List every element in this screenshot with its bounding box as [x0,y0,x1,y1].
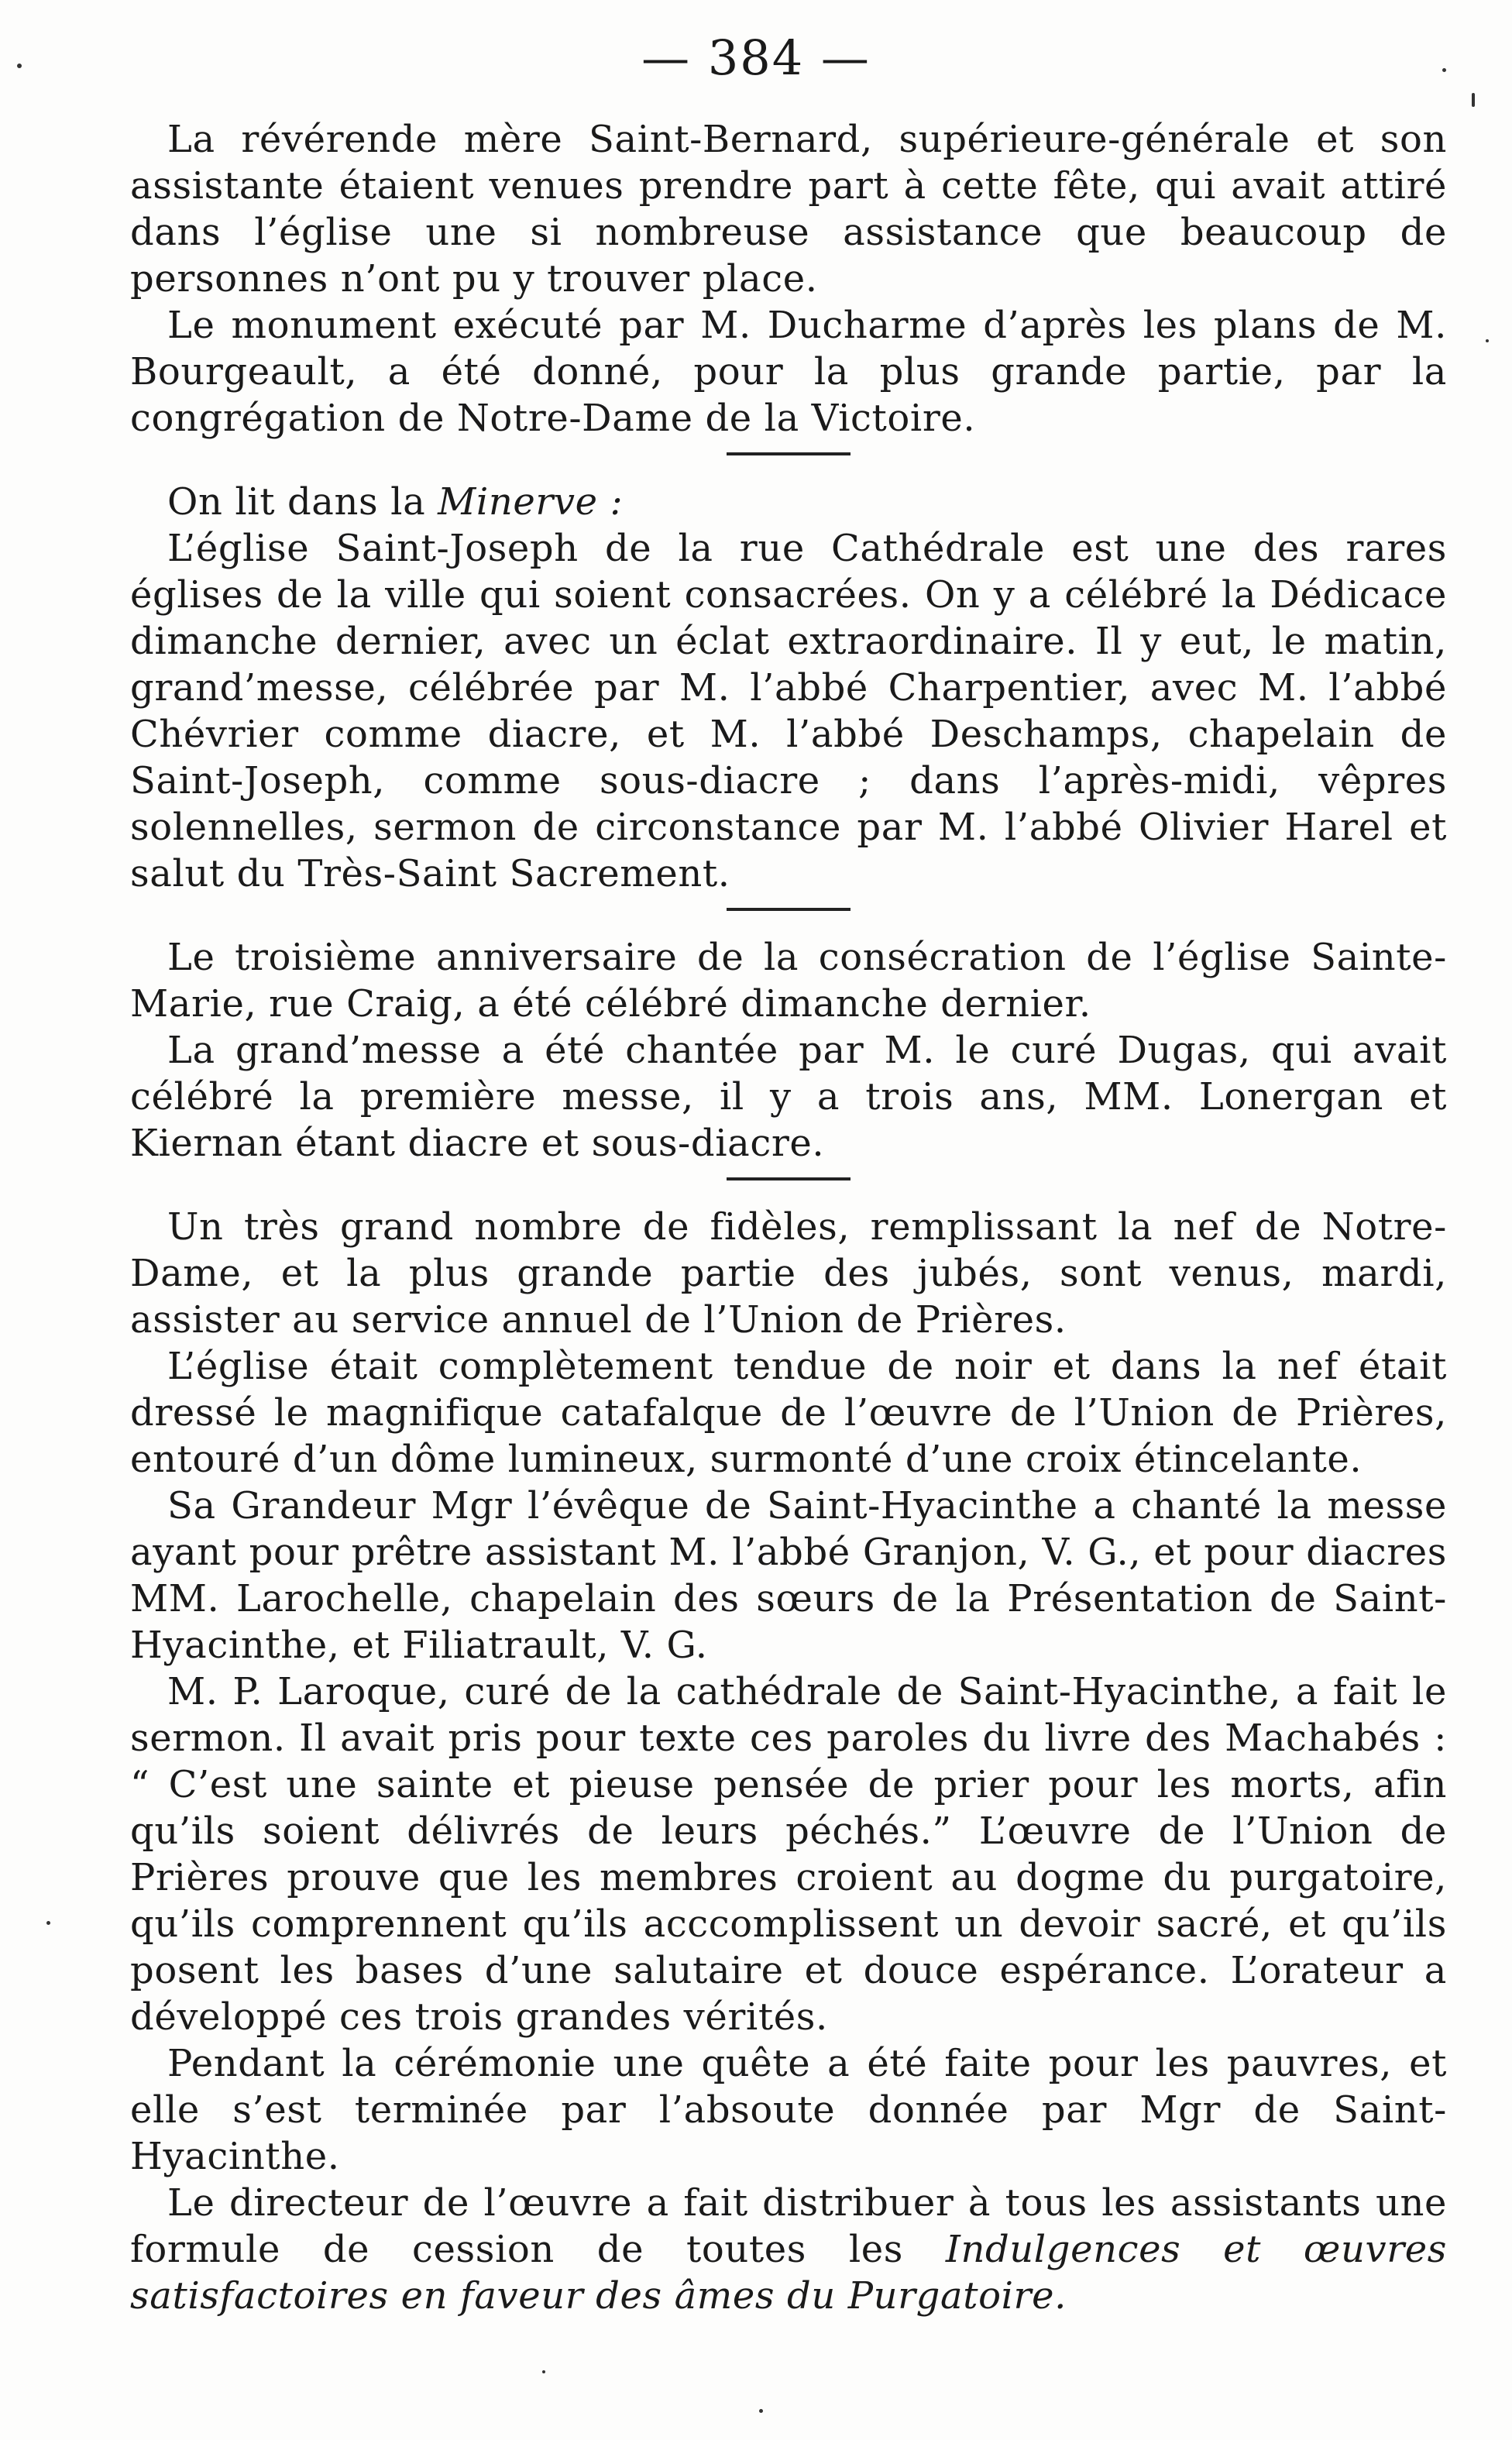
scan-speck [542,2370,545,2373]
scan-speck [17,64,22,68]
closing-italic-title: Indulgences et œuvres satisfactoires en faveur des âmes du Purgatoire. [130,2228,1447,2318]
section-union-de-prieres [130,1204,1447,2319]
paragraph: L’église était complètement tendue de noir et dans la nef était dressé le magnifique catafalque de l’œuvre de l’Union de Prières, entouré d’un dôme lumineux, surmonté d’une croix étincelante. [130,1345,1447,1481]
section-divider [727,452,850,455]
source-name: Minerve : [438,480,624,524]
source-intro [130,479,1447,525]
scan-speck [1486,339,1489,342]
section-divider [727,908,850,911]
paragraph: La révérende mère Saint-Bernard, supérieure-générale et son assistante étaient venues prendre part à cette fête, qui avait attiré dans l’église une si nombreuse assistance que beaucoup de personnes n’ont pu y trouver place. [130,118,1447,301]
section-consecration-victoire [130,116,1447,442]
scan-speck [1442,68,1446,72]
page-number: — 384 — [641,29,871,86]
paragraph: Le troisième anniversaire de la consécration de l’église Sainte-Marie, rue Craig, a été célébré dimanche dernier. [130,936,1447,1026]
paragraph: Le monument exécuté par M. Ducharme d’après les plans de M. Bourgeault, a été donné, pour la plus grande partie, par la congrégation de Notre-Dame de la Victoire. [130,304,1447,440]
paragraph: M. P. Laroque, curé de la cathédrale de Saint-Hyacinthe, a fait le sermon. Il avait pris pour texte ces paroles du livre des Machabés : “ C’est une sainte et pieuse pensée de prier pour les morts, afin qu’ils soient délivrés de leurs péchés.” L’œuvre de l’Union de Prières prouve que les membres croient au dogme du purgatoire, qu’ils comprennent qu’ils acccomplissent un devoir sacré, et qu’ils posent les bases d’une salutaire et douce espérance. L’orateur a développé ces trois grandes vérités. [130,1670,1447,2039]
scan-speck [759,2409,763,2413]
paragraph: La grand’messe a été chantée par M. le curé Dugas, qui avait célébré la première messe, il y a trois ans, MM. Lonergan et Kiernan étant diacre et sous-diacre. [130,1029,1447,1165]
section-saint-joseph [130,479,1447,897]
closing-text: Le directeur de l’œuvre a fait distribuer à tous les assistants une formule de cession de toutes les [130,2181,1447,2271]
scan-speck [46,1921,50,1925]
paragraph: Pendant la cérémonie une quête a été faite pour les pauvres, et elle s’est terminée par l’absoute donnée par Mgr de Saint-Hyacinthe. [130,2042,1447,2178]
paragraph: Un très grand nombre de fidèles, remplissant la nef de Notre-Dame, et la plus grande partie des jubés, sont venus, mardi, assister au service annuel de l’Union de Prières. [130,1205,1447,1342]
page-body [130,116,1447,2319]
paragraph: L’église Saint-Joseph de la rue Cathédrale est une des rares églises de la ville qui soient consacrées. On y a célébré la Dédicace dimanche dernier, avec un éclat extraordinaire. Il y eut, le matin, grand’messe, célébrée par M. l’abbé Charpentier, avec M. l’abbé Chévrier comme diacre, et M. l’abbé Deschamps, chapelain de Saint-Joseph, comme sous-diacre ; dans l’après-midi, vêpres solennelles, sermon de circonstance par M. l’abbé Olivier Harel et salut du Très-Saint Sacrement. [130,527,1447,895]
section-sainte-marie [130,934,1447,1167]
paragraph: Sa Grandeur Mgr l’évêque de Saint-Hyacinthe a chanté la messe ayant pour prêtre assistant M. l’abbé Granjon, V. G., et pour diacres MM. Larochelle, chapelain des sœurs de la Présentation de Saint-Hyacinthe, et Filiatrault, V. G. [130,1484,1447,1667]
scan-speck [1472,93,1475,107]
closing-paragraph [130,2180,1447,2319]
section-divider [727,1177,850,1180]
source-intro-prefix: On lit dans la [167,480,438,524]
